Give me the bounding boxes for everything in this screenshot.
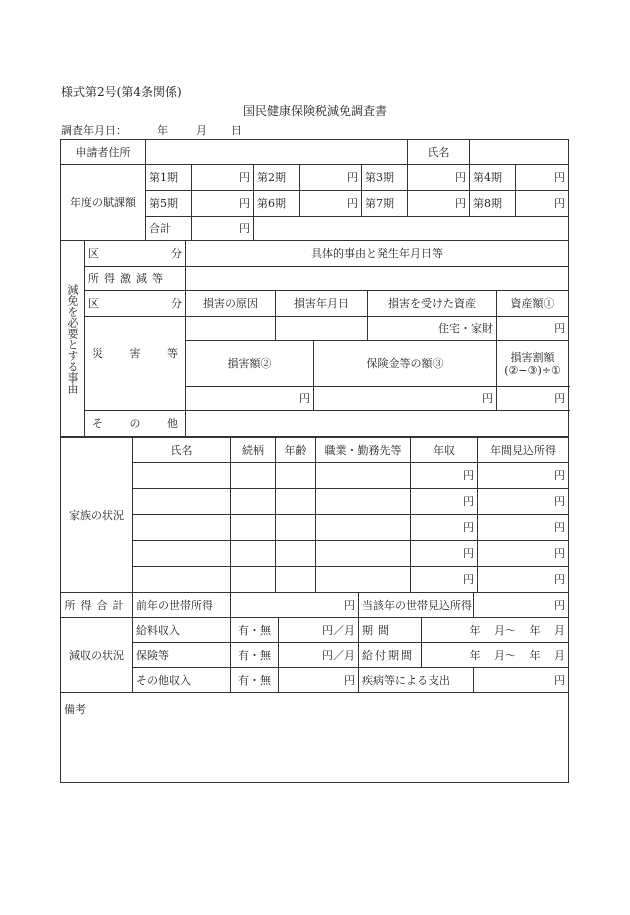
family-job-cell[interactable]	[316, 463, 411, 489]
illness-expense-label: 疾病等による支出	[359, 668, 474, 693]
disaster-char-2: 害	[129, 347, 141, 360]
survey-day: 日	[231, 124, 242, 137]
income-drop-status-label: 減収の状況	[61, 618, 133, 693]
total-amount[interactable]: 円	[192, 217, 254, 241]
remarks-label: 備考	[64, 703, 86, 716]
damage-ratio-header	[497, 341, 569, 387]
period-amount[interactable]: 円	[516, 165, 569, 191]
family-expected-income-cell[interactable]: 円	[478, 463, 569, 489]
family-annual-income-cell[interactable]: 円	[411, 463, 478, 489]
family-annual-income-cell[interactable]: 円	[411, 489, 478, 515]
other-label	[85, 411, 186, 437]
total-label: 合計	[146, 217, 192, 241]
salary-label: 給料収入	[133, 618, 231, 643]
other-char-2: の	[129, 417, 141, 430]
ratio-line2: (②−③)÷①	[504, 363, 561, 377]
table-row	[61, 515, 569, 541]
table-row	[61, 541, 569, 567]
family-relation-cell[interactable]	[231, 567, 276, 593]
other-char-3: 他	[167, 417, 178, 430]
period-label: 第3期	[362, 165, 408, 191]
damage-cause-header: 損害の原因	[186, 291, 276, 317]
damage-date-field[interactable]	[276, 317, 368, 341]
form-title: 国民健康保険税減免調査書	[242, 104, 387, 118]
family-name-cell[interactable]	[133, 489, 231, 515]
category2-label	[85, 291, 186, 317]
family-job-header: 職業・勤務先等	[316, 438, 411, 463]
family-table	[60, 437, 569, 593]
table-row	[61, 489, 569, 515]
current-income-label: 当該年の世帯見込所得	[359, 593, 474, 618]
other-income-yn[interactable]: 有・無	[231, 668, 279, 693]
family-name-cell[interactable]	[133, 463, 231, 489]
family-expected-income-cell[interactable]: 円	[478, 515, 569, 541]
family-expected-income-header: 年間見込所得	[478, 438, 569, 463]
asset-value-field[interactable]: 円	[497, 317, 569, 341]
remarks-field[interactable]	[61, 693, 569, 783]
family-annual-income-cell[interactable]: 円	[411, 515, 478, 541]
insurance-label: 保険等	[133, 643, 231, 668]
family-age-cell[interactable]	[276, 489, 316, 515]
period-label: 第7期	[362, 191, 408, 217]
family-expected-income-cell[interactable]: 円	[478, 541, 569, 567]
detail-header: 具体的事由と発生年月日等	[186, 241, 569, 267]
housing-label: 住宅・家財	[368, 317, 497, 341]
family-age-cell[interactable]	[276, 567, 316, 593]
family-age-cell[interactable]	[276, 515, 316, 541]
family-name-cell[interactable]	[133, 515, 231, 541]
survey-year: 年	[157, 124, 168, 137]
family-relation-cell[interactable]	[231, 541, 276, 567]
tax-amount-label: 年度の賦課額	[61, 165, 146, 241]
current-income-field[interactable]: 円	[474, 593, 569, 618]
insurance-amount-field[interactable]: 円	[314, 387, 497, 411]
period-amount[interactable]: 円	[192, 165, 254, 191]
period-label-row: 期間	[359, 618, 422, 643]
benefit-period-label: 給付期間	[359, 643, 422, 668]
benefit-period-field[interactable]: 年 月〜 年 月	[422, 643, 569, 668]
income-table	[60, 592, 569, 783]
salary-yn[interactable]: 有・無	[231, 618, 279, 643]
prev-income-field[interactable]: 円	[231, 593, 359, 618]
category-label	[85, 241, 186, 267]
income-drop-field[interactable]	[186, 267, 569, 291]
damage-amount-field[interactable]: 円	[186, 387, 314, 411]
category-char-2: 分	[171, 247, 182, 260]
reason-table	[60, 240, 569, 437]
period-label: 第5期	[146, 191, 192, 217]
disaster-label	[85, 317, 186, 411]
family-age-cell[interactable]	[276, 541, 316, 567]
salary-period-field[interactable]: 年 月〜 年 月	[422, 618, 569, 643]
period-amount[interactable]: 円	[408, 165, 470, 191]
period-label: 第4期	[470, 165, 516, 191]
applicant-address-field[interactable]	[146, 140, 408, 165]
family-annual-income-cell[interactable]: 円	[411, 541, 478, 567]
family-annual-income-cell[interactable]: 円	[411, 567, 478, 593]
family-expected-income-cell[interactable]: 円	[478, 489, 569, 515]
survey-month: 月	[196, 124, 207, 137]
category-char-1: 区	[88, 247, 99, 260]
disaster-char-3: 等	[167, 347, 178, 360]
family-relation-cell[interactable]	[231, 489, 276, 515]
family-job-cell[interactable]	[316, 489, 411, 515]
period-amount[interactable]: 円	[300, 165, 362, 191]
applicant-name-field[interactable]	[470, 140, 569, 165]
total-blank	[254, 217, 569, 241]
damaged-asset-header: 損害を受けた資産	[368, 291, 497, 317]
insurance-yn[interactable]: 有・無	[231, 643, 279, 668]
illness-expense-field[interactable]: 円	[474, 668, 569, 693]
family-name-cell[interactable]	[133, 541, 231, 567]
period-amount[interactable]: 円	[408, 191, 470, 217]
period-label: 第2期	[254, 165, 300, 191]
category2-char-1: 区	[88, 297, 99, 310]
ratio-line1: 損害割額	[510, 350, 555, 364]
insurance-amount-header: 保険金等の額③	[314, 341, 497, 387]
damage-date-header: 損害年月日	[276, 291, 368, 317]
prev-income-label: 前年の世帯所得	[133, 593, 231, 618]
damage-cause-field[interactable]	[186, 317, 276, 341]
family-age-cell[interactable]	[276, 463, 316, 489]
family-job-cell[interactable]	[316, 567, 411, 593]
disaster-char-1: 災	[92, 347, 103, 360]
family-annual-income-header: 年収	[411, 438, 478, 463]
other-income-amount[interactable]: 円	[279, 668, 359, 693]
category2-char-2: 分	[171, 297, 182, 310]
family-age-header: 年齢	[276, 438, 316, 463]
reason-vertical-label: 減免を必要とする事由	[61, 241, 85, 437]
family-relation-header: 続柄	[231, 438, 276, 463]
family-expected-income-cell[interactable]: 円	[478, 567, 569, 593]
damage-ratio-field[interactable]: 円	[497, 387, 569, 411]
family-relation-cell[interactable]	[231, 515, 276, 541]
family-label: 家族の状況	[61, 438, 133, 593]
form-number: 様式第2号(第4条関係)	[61, 85, 182, 99]
table-row	[61, 567, 569, 593]
table-row	[61, 463, 569, 489]
family-name-cell[interactable]	[133, 567, 231, 593]
period-label: 第1期	[146, 165, 192, 191]
survey-date	[61, 124, 261, 138]
period-label: 第6期	[254, 191, 300, 217]
survey-date-label: 調査年月日：	[61, 124, 127, 137]
damage-amount-header: 損害額②	[186, 341, 314, 387]
other-income-label: その他収入	[133, 668, 231, 693]
asset-value-header: 資産額①	[497, 291, 569, 317]
income-total-label: 所得合計	[61, 593, 133, 618]
family-job-cell[interactable]	[316, 515, 411, 541]
applicant-name-label: 氏名	[408, 140, 470, 165]
family-name-header: 氏名	[133, 438, 231, 463]
period-amount[interactable]: 円	[192, 191, 254, 217]
applicant-tax-table	[60, 139, 569, 241]
other-field[interactable]	[186, 411, 569, 437]
period-label: 第8期	[470, 191, 516, 217]
period-amount[interactable]: 円	[516, 191, 569, 217]
income-drop-label: 所得激減等	[85, 267, 186, 291]
other-char-1: そ	[92, 417, 103, 430]
family-relation-cell[interactable]	[231, 463, 276, 489]
insurance-amount[interactable]: 円／月	[279, 643, 359, 668]
salary-amount[interactable]: 円／月	[279, 618, 359, 643]
period-amount[interactable]: 円	[300, 191, 362, 217]
family-job-cell[interactable]	[316, 541, 411, 567]
applicant-address-label: 申請者住所	[61, 140, 146, 165]
